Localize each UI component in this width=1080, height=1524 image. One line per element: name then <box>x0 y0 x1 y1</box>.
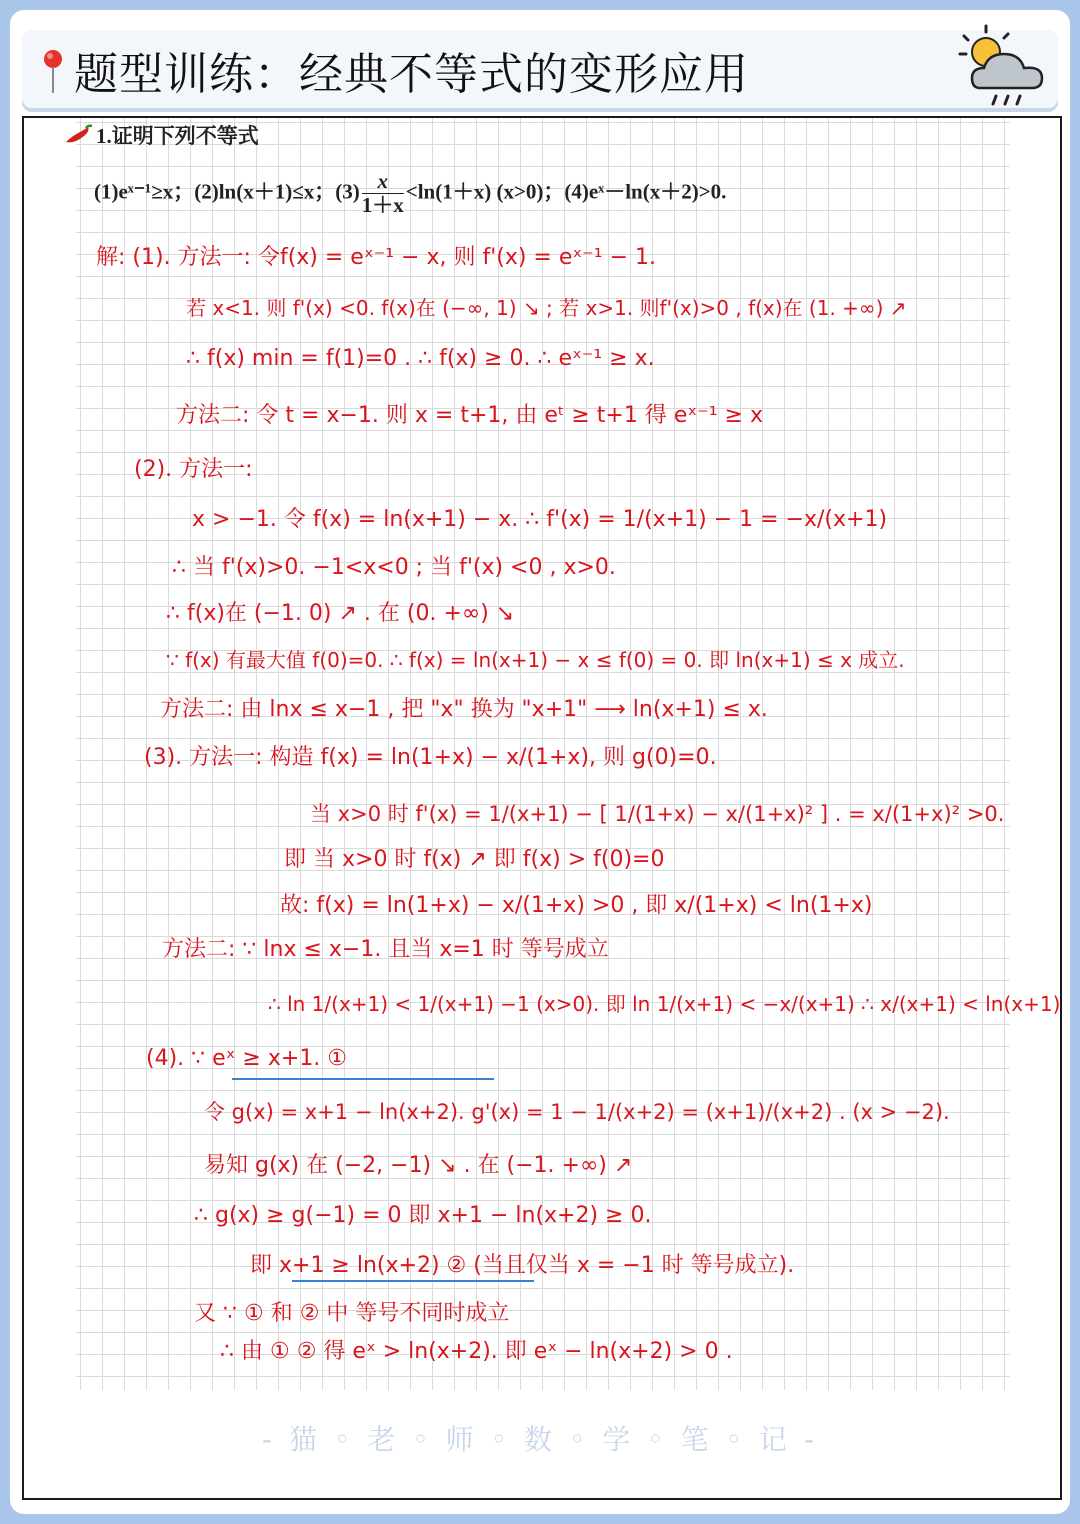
solution-line: ∴ g(x) ≥ g(−1) = 0 即 x+1 − ln(x+2) ≥ 0. <box>194 1203 652 1228</box>
blue-underline <box>232 1078 494 1080</box>
solution-line: ∴ 由 ① ② 得 eˣ > ln(x+2). 即 eˣ − ln(x+2) > 0 . <box>220 1339 733 1364</box>
solution-line: 故: f(x) = ln(1+x) − x/(1+x) >0 , 即 x/(1+x) < ln(1+x) <box>280 893 873 918</box>
problem-part-b: <ln(1＋x) (x>0)；(4)eˣ－ln(x＋2)>0. <box>405 179 727 204</box>
solution-line: 当 x>0 时 f'(x) = 1/(x+1) − [ 1/(1+x) − x/(1+x)² ] . = x/(1+x)² >0. <box>310 802 1005 826</box>
problem-part-a: (1)eˣ⁻¹≥x；(2)ln(x＋1)≤x；(3) <box>94 179 360 204</box>
solution-line: 即 当 x>0 时 f(x) ↗ 即 f(x) > f(0)=0 <box>284 847 665 872</box>
solution-line: 解: (1). 方法一: 令f(x) = eˣ⁻¹ − x, 则 f'(x) = eˣ⁻¹ − 1. <box>96 245 657 270</box>
solution-line: 易知 g(x) 在 (−2, −1) ↘ . 在 (−1. +∞) ↗ <box>204 1153 633 1178</box>
solution-line: ∴ f(x)在 (−1. 0) ↗ . 在 (0. +∞) ↘ <box>166 601 515 626</box>
solution-line: x > −1. 令 f(x) = ln(x+1) − x. ∴ f'(x) = 1/(x+1) − 1 = −x/(x+1) <box>192 507 888 532</box>
problem-fraction: $\frac{x}{1+x}$ <box>361 169 404 218</box>
solution-line: 方法二: 令 t = x−1. 则 x = t+1, 由 eᵗ ≥ t+1 得 eˣ⁻¹ ≥ x <box>176 403 764 428</box>
weather-icon <box>950 22 1054 108</box>
solution-line: (2). 方法一: <box>134 457 253 482</box>
section-heading: 1.证明下列不等式 <box>96 124 259 148</box>
pin-icon <box>42 48 64 96</box>
solution-line: 又 ∵ ① 和 ② 中 等号不同时成立 <box>194 1301 510 1326</box>
page-title: 题型训练：经典不等式的变形应用 <box>74 49 749 100</box>
solution-line: ∴ f(x) min = f(1)=0 . ∴ f(x) ≥ 0. ∴ eˣ⁻¹ ≥ x. <box>186 346 655 371</box>
solution-line: (3). 方法一: 构造 f(x) = ln(1+x) − x/(1+x), 则 g(0)=0. <box>144 745 717 770</box>
solution-line: ∴ ln 1/(x+1) < 1/(x+1) −1 (x>0). 即 ln 1/(x+1) < −x/(x+1) ∴ x/(x+1) < ln(x+1) <box>268 992 1061 1016</box>
solution-line: 若 x<1. 则 f'(x) <0. f(x)在 (−∞, 1) ↘ ; 若 x>1. 则f'(x)>0 , f(x)在 (1. +∞) ↗ <box>186 296 907 320</box>
blue-underline <box>292 1280 534 1282</box>
problem-statement <box>94 170 726 217</box>
watermark: - 猫 ◦ 老 ◦ 师 ◦ 数 ◦ 学 ◦ 笔 ◦ 记 - <box>262 1423 818 1456</box>
solution-line: 方法二: ∵ lnx ≤ x−1. 且当 x=1 时 等号成立 <box>162 937 609 962</box>
solution-line: 方法二: 由 lnx ≤ x−1 , 把 "x" 换为 "x+1" ⟶ ln(x+1) ≤ x. <box>160 697 768 722</box>
solution-line: ∴ 当 f'(x)>0. −1<x<0 ; 当 f'(x) <0 , x>0. <box>172 555 616 580</box>
chili-icon <box>64 124 94 146</box>
solution-line: (4). ∵ eˣ ≥ x+1. ① <box>146 1046 348 1071</box>
solution-line: ∵ f(x) 有最大值 f(0)=0. ∴ f(x) = ln(x+1) − x ≤ f(0) = 0. 即 ln(x+1) ≤ x 成立. <box>166 648 905 672</box>
solution-line: 即 x+1 ≥ ln(x+2) ② (当且仅当 x = −1 时 等号成立). <box>250 1253 795 1278</box>
solution-line: 令 g(x) = x+1 − ln(x+2). g'(x) = 1 − 1/(x+2) = (x+1)/(x+2) . (x > −2). <box>204 1100 950 1124</box>
